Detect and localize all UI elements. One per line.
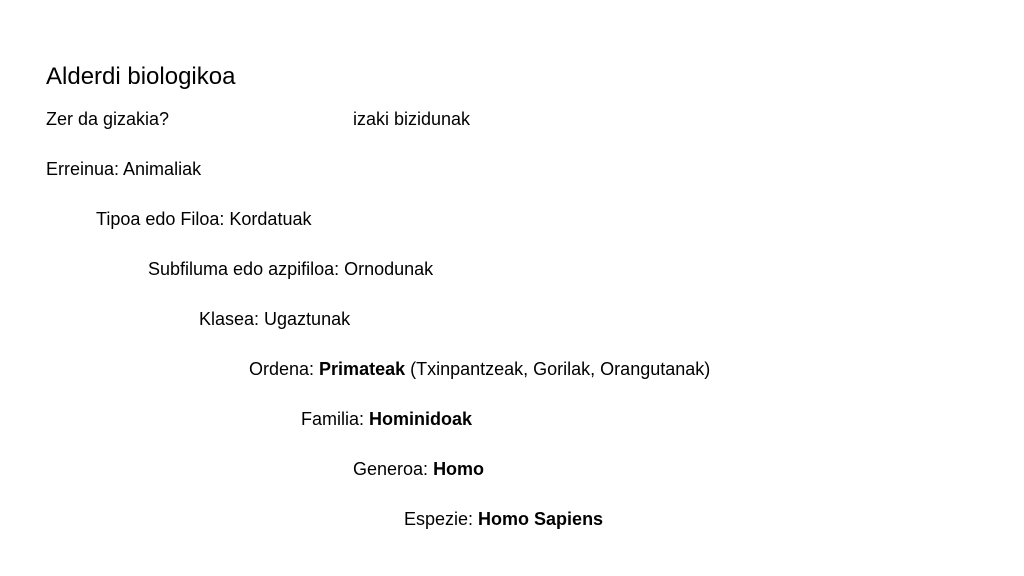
taxonomy-species-prefix: Espezie: [404, 509, 479, 529]
slide-title: Alderdi biologikoa [46, 63, 236, 90]
taxonomy-genus-prefix: Generoa: [353, 459, 434, 479]
taxonomy-order [249, 358, 710, 380]
taxonomy-genus-value: Homo [433, 459, 485, 479]
taxonomy-family-prefix: Familia: [301, 409, 370, 429]
answer-text: izaki bizidunak [353, 109, 471, 129]
taxonomy-family [301, 408, 472, 430]
taxonomy-order-value: Primateak [319, 359, 406, 379]
question-text: Zer da gizakia? [46, 109, 170, 129]
taxonomy-order-examples: (Txinpantzeak, Gorilak, Orangutanak) [405, 359, 711, 379]
taxonomy-family-value: Hominidoak [369, 409, 473, 429]
taxonomy-order-prefix: Ordena: [249, 359, 320, 379]
taxonomy-genus [353, 458, 484, 480]
taxonomy-phylum: Tipoa edo Filoa: Kordatuak [96, 209, 312, 229]
taxonomy-class: Klasea: Ugaztunak [199, 309, 351, 329]
taxonomy-subphylum: Subfiluma edo azpifiloa: Ornodunak [148, 259, 434, 279]
taxonomy-species [404, 508, 603, 530]
taxonomy-species-value: Homo Sapiens [478, 509, 604, 529]
taxonomy-kingdom: Erreinua: Animaliak [46, 159, 202, 179]
